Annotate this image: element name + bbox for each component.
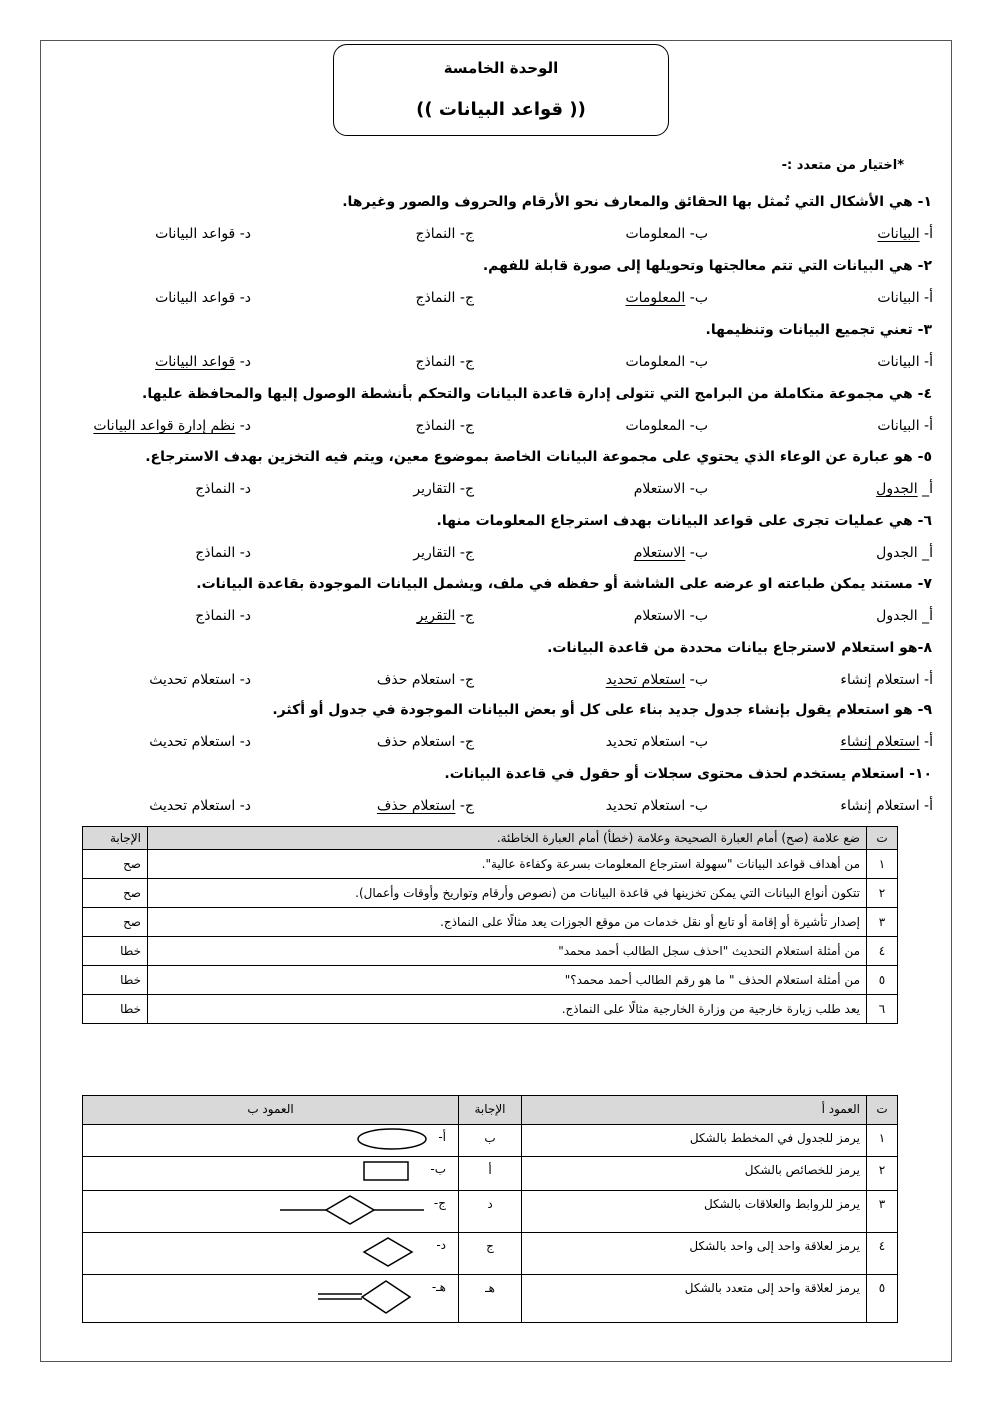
option-label: استعلام تحديد bbox=[605, 672, 686, 688]
option-label: استعلام حذف bbox=[376, 734, 456, 750]
true-false-header bbox=[83, 827, 898, 850]
row-num: ٢ bbox=[867, 1157, 898, 1191]
table-row bbox=[83, 995, 898, 1024]
row-col-b bbox=[83, 1275, 459, 1323]
option-prefix: أ_ bbox=[922, 545, 933, 561]
unit-title: الوحدة الخامسة bbox=[443, 59, 559, 77]
table-row bbox=[83, 1125, 898, 1157]
row-statement: من أهداف قواعد البيانات "سهولة استرجاع المعلومات بسرعة وكفاءة عالية". bbox=[148, 850, 867, 879]
option-d bbox=[195, 608, 251, 624]
option-b bbox=[634, 481, 708, 497]
option-label: الاستعلام bbox=[633, 545, 686, 561]
option-prefix: ب- bbox=[689, 481, 708, 497]
header-col-a: العمود أ bbox=[522, 1096, 867, 1125]
question-text: ٨-هو استعلام لاسترجاع بيانات محددة من قاعدة البيانات. bbox=[547, 640, 932, 656]
row-num: ١ bbox=[867, 1125, 898, 1157]
row-col-a: يرمز للخصائص بالشكل bbox=[522, 1157, 867, 1191]
option-prefix: ب- bbox=[689, 226, 708, 242]
option-c bbox=[415, 226, 474, 242]
option-d bbox=[155, 290, 251, 306]
table-row bbox=[83, 879, 898, 908]
option-b bbox=[606, 734, 708, 750]
option-label: استعلام إنشاء bbox=[840, 672, 920, 688]
question-text: ٦- هي عمليات تجرى على قواعد البيانات بهدف استرجاع المعلومات منها. bbox=[436, 513, 932, 529]
row-answer: ج bbox=[459, 1233, 522, 1275]
option-label: النماذج bbox=[195, 481, 236, 497]
option-prefix: ج- bbox=[459, 734, 474, 750]
option-b bbox=[634, 608, 708, 624]
matching-header bbox=[83, 1096, 898, 1125]
option-prefix: أ_ bbox=[922, 608, 933, 624]
row-col-a: يرمز للجدول في المخطط بالشكل bbox=[522, 1125, 867, 1157]
option-label: النماذج bbox=[195, 545, 236, 561]
row-num: ٣ bbox=[867, 908, 898, 937]
option-a bbox=[840, 734, 933, 750]
option-label: البيانات bbox=[877, 226, 920, 242]
table-row bbox=[83, 1191, 898, 1233]
row-answer: د bbox=[459, 1191, 522, 1233]
table-row bbox=[83, 908, 898, 937]
option-prefix: د- bbox=[239, 545, 251, 561]
option-label: استعلام حذف bbox=[376, 672, 456, 688]
question-text: ٧- مستند يمكن طباعته او عرضه على الشاشة أو حفظه في ملف، ويشمل البيانات الموجودة بقاعدة البيانات. bbox=[196, 576, 932, 592]
option-label: استعلام تحديث bbox=[149, 672, 236, 688]
header-col-b: العمود ب bbox=[83, 1096, 459, 1125]
rectangle-shape-icon bbox=[344, 1159, 424, 1186]
table-row bbox=[83, 937, 898, 966]
row-answer: خطا bbox=[83, 937, 148, 966]
header-answer: الإجابة bbox=[459, 1096, 522, 1125]
option-prefix: ب- bbox=[689, 608, 708, 624]
option-d bbox=[93, 418, 251, 434]
row-num: ٣ bbox=[867, 1191, 898, 1233]
option-prefix: ب- bbox=[689, 672, 708, 688]
question-text: ٣- تعني تجميع البيانات وتنظيمها. bbox=[705, 322, 932, 338]
option-label: التقارير bbox=[413, 481, 456, 497]
option-b bbox=[606, 672, 708, 688]
diamond-double-line-shape-icon bbox=[316, 1277, 426, 1320]
option-prefix: ب- bbox=[689, 418, 708, 434]
option-c bbox=[377, 672, 474, 688]
option-label: قواعد البيانات bbox=[155, 226, 236, 242]
option-label: النماذج bbox=[415, 418, 456, 434]
option-label: التقرير bbox=[416, 608, 456, 624]
section-title: *اختيار من متعدد :- bbox=[781, 158, 904, 173]
row-answer: صح bbox=[83, 908, 148, 937]
option-prefix: أ- bbox=[924, 798, 933, 814]
option-a bbox=[876, 608, 933, 624]
option-label: استعلام تحديد bbox=[605, 734, 686, 750]
option-label: استعلام إنشاء bbox=[840, 734, 920, 750]
option-d bbox=[195, 481, 251, 497]
option-prefix: ج- bbox=[459, 354, 474, 370]
option-label: النماذج bbox=[415, 226, 456, 242]
row-col-b bbox=[83, 1191, 459, 1233]
option-a bbox=[840, 672, 933, 688]
row-col-b bbox=[83, 1125, 459, 1157]
option-d bbox=[195, 545, 251, 561]
row-answer: صح bbox=[83, 879, 148, 908]
option-label: استعلام تحديث bbox=[149, 798, 236, 814]
option-label: البيانات bbox=[877, 354, 920, 370]
row-col-b bbox=[83, 1233, 459, 1275]
option-prefix: ج- bbox=[459, 798, 474, 814]
option-prefix: ج- bbox=[459, 608, 474, 624]
option-b bbox=[606, 798, 708, 814]
row-col-a: يرمز للروابط والعلاقات بالشكل bbox=[522, 1191, 867, 1233]
row-statement: من أمثلة استعلام الحذف " ما هو رقم الطالب أحمد محمد؟" bbox=[148, 966, 867, 995]
diamond-shape-icon bbox=[350, 1235, 430, 1272]
row-statement: من أمثلة استعلام التحديث "احذف سجل الطالب أحمد محمد" bbox=[148, 937, 867, 966]
option-label: الجدول bbox=[876, 481, 918, 497]
question-text: ٢- هي البيانات التي تتم معالجتها وتحويلها إلى صورة قابلة للفهم. bbox=[482, 258, 932, 274]
option-prefix: أ- bbox=[924, 418, 933, 434]
row-col-b bbox=[83, 1157, 459, 1191]
option-a bbox=[877, 418, 933, 434]
row-answer: ب bbox=[459, 1125, 522, 1157]
option-c bbox=[415, 290, 474, 306]
option-label: البيانات bbox=[877, 418, 920, 434]
option-c bbox=[377, 734, 474, 750]
row-answer: خطا bbox=[83, 966, 148, 995]
option-c bbox=[415, 354, 474, 370]
option-prefix: ج- bbox=[459, 290, 474, 306]
row-num: ٤ bbox=[867, 1233, 898, 1275]
subject-title: (( قواعد البيانات )) bbox=[416, 99, 586, 120]
option-label: التقارير bbox=[413, 545, 456, 561]
shape-letter: ب- bbox=[430, 1162, 446, 1176]
option-prefix: أ- bbox=[924, 734, 933, 750]
option-prefix: د- bbox=[239, 354, 251, 370]
option-label: الجدول bbox=[876, 545, 918, 561]
row-statement: تتكون أنواع البيانات التي يمكن تخزينها في قاعدة البيانات من (نصوص وأرقام وتواريخ وأوقات وأعمال). bbox=[148, 879, 867, 908]
ellipse-shape-icon bbox=[352, 1127, 432, 1154]
header-answer: الإجابة bbox=[83, 827, 148, 850]
option-d bbox=[155, 226, 251, 242]
option-c bbox=[415, 418, 474, 434]
table-row bbox=[83, 1275, 898, 1323]
option-a bbox=[877, 354, 933, 370]
row-num: ٦ bbox=[867, 995, 898, 1024]
option-prefix: د- bbox=[239, 418, 251, 434]
option-label: المعلومات bbox=[625, 226, 686, 242]
table-row bbox=[83, 1233, 898, 1275]
option-d bbox=[155, 354, 251, 370]
option-label: المعلومات bbox=[625, 290, 686, 306]
header-statement: ضع علامة (صح) أمام العبارة الصحيحة وعلامة (خطأ) أمام العبارة الخاطئة. bbox=[148, 827, 867, 850]
row-answer: أ bbox=[459, 1157, 522, 1191]
option-label: استعلام إنشاء bbox=[840, 798, 920, 814]
option-b bbox=[634, 545, 708, 561]
question-text: ٩- هو استعلام يقول بإنشاء جدول جديد بناء على كل أو بعض البيانات الموجودة في جدول أو أكثر. bbox=[272, 702, 932, 718]
option-prefix: ج- bbox=[459, 545, 474, 561]
option-b bbox=[625, 226, 708, 242]
option-label: قواعد البيانات bbox=[155, 290, 236, 306]
header-num: ت bbox=[867, 827, 898, 850]
option-prefix: ج- bbox=[459, 226, 474, 242]
option-b bbox=[625, 418, 708, 434]
shape-letter: د- bbox=[436, 1238, 446, 1252]
row-statement: إصدار تأشيرة أو إقامة أو تابع أو نقل خدمات من موقع الجوزات يعد مثالًا على النماذج. bbox=[148, 908, 867, 937]
header-num: ت bbox=[867, 1096, 898, 1125]
option-label: البيانات bbox=[877, 290, 920, 306]
option-prefix: د- bbox=[239, 734, 251, 750]
question-text: ٤- هي مجموعة متكاملة من البرامج التي تتولى إدارة قاعدة البيانات والتحكم بأنشطة الوصول إليها والمحافظة عليها. bbox=[142, 386, 932, 402]
option-prefix: أ- bbox=[924, 672, 933, 688]
row-answer: صح bbox=[83, 850, 148, 879]
option-label: استعلام تحديد bbox=[605, 798, 686, 814]
option-label: المعلومات bbox=[625, 418, 686, 434]
option-prefix: ب- bbox=[689, 734, 708, 750]
option-a bbox=[877, 290, 933, 306]
option-a bbox=[840, 798, 933, 814]
option-prefix: أ_ bbox=[922, 481, 933, 497]
option-prefix: ج- bbox=[459, 672, 474, 688]
row-num: ٥ bbox=[867, 966, 898, 995]
option-label: الجدول bbox=[876, 608, 918, 624]
option-label: النماذج bbox=[195, 608, 236, 624]
question-text: ٥- هو عبارة عن الوعاء الذي يحتوي على مجموعة البيانات الخاصة بموضوع معين، ويتم فيه التخزين بهدف الاسترجاع. bbox=[145, 449, 932, 465]
option-label: الاستعلام bbox=[633, 481, 686, 497]
shape-letter: أ- bbox=[438, 1130, 446, 1144]
row-num: ٥ bbox=[867, 1275, 898, 1323]
option-a bbox=[876, 481, 933, 497]
option-prefix: د- bbox=[239, 226, 251, 242]
row-statement: يعد طلب زيارة خارجية من وزارة الخارجية مثالًا على النماذج. bbox=[148, 995, 867, 1024]
option-a bbox=[877, 226, 933, 242]
option-c bbox=[417, 608, 474, 624]
matching-table bbox=[82, 1095, 898, 1323]
option-a bbox=[876, 545, 933, 561]
table-row bbox=[83, 966, 898, 995]
option-prefix: د- bbox=[239, 290, 251, 306]
option-prefix: د- bbox=[239, 672, 251, 688]
option-prefix: د- bbox=[239, 481, 251, 497]
option-d bbox=[149, 734, 251, 750]
option-d bbox=[149, 798, 251, 814]
title-box bbox=[333, 44, 669, 136]
option-label: النماذج bbox=[415, 354, 456, 370]
shape-letter: ج- bbox=[433, 1196, 446, 1210]
table-row bbox=[83, 850, 898, 879]
option-c bbox=[413, 481, 474, 497]
row-num: ٢ bbox=[867, 879, 898, 908]
row-answer: هـ bbox=[459, 1275, 522, 1323]
option-prefix: ب- bbox=[689, 545, 708, 561]
table-row bbox=[83, 1157, 898, 1191]
option-prefix: ب- bbox=[689, 798, 708, 814]
option-prefix: ب- bbox=[689, 290, 708, 306]
option-prefix: ج- bbox=[459, 418, 474, 434]
row-num: ١ bbox=[867, 850, 898, 879]
row-answer: خطا bbox=[83, 995, 148, 1024]
question-text: ١٠- استعلام يستخدم لحذف محتوى سجلات أو حقول في قاعدة البيانات. bbox=[444, 766, 932, 782]
option-prefix: أ- bbox=[924, 226, 933, 242]
row-num: ٤ bbox=[867, 937, 898, 966]
row-col-a: يرمز لعلاقة واحد إلى متعدد بالشكل bbox=[522, 1275, 867, 1323]
option-c bbox=[413, 545, 474, 561]
option-label: المعلومات bbox=[625, 354, 686, 370]
option-c bbox=[377, 798, 474, 814]
option-prefix: د- bbox=[239, 798, 251, 814]
option-prefix: ب- bbox=[689, 354, 708, 370]
option-prefix: أ- bbox=[924, 354, 933, 370]
diamond-lines-shape-icon bbox=[278, 1193, 428, 1230]
row-col-a: يرمز لعلاقة واحد إلى واحد بالشكل bbox=[522, 1233, 867, 1275]
option-label: نظم إدارة قواعد البيانات bbox=[93, 418, 236, 434]
option-d bbox=[149, 672, 251, 688]
option-b bbox=[625, 290, 708, 306]
option-label: الاستعلام bbox=[633, 608, 686, 624]
option-label: استعلام حذف bbox=[376, 798, 456, 814]
option-b bbox=[625, 354, 708, 370]
question-text: ١- هي الأشكال التي تُمثل بها الحقائق والمعارف نحو الأرقام والحروف والصور وغيرها. bbox=[342, 194, 932, 210]
true-false-table bbox=[82, 826, 898, 1024]
option-label: استعلام تحديث bbox=[149, 734, 236, 750]
option-label: النماذج bbox=[415, 290, 456, 306]
option-prefix: أ- bbox=[924, 290, 933, 306]
option-prefix: ج- bbox=[459, 481, 474, 497]
option-label: قواعد البيانات bbox=[155, 354, 236, 370]
option-prefix: د- bbox=[239, 608, 251, 624]
shape-letter: هـ- bbox=[431, 1280, 446, 1294]
